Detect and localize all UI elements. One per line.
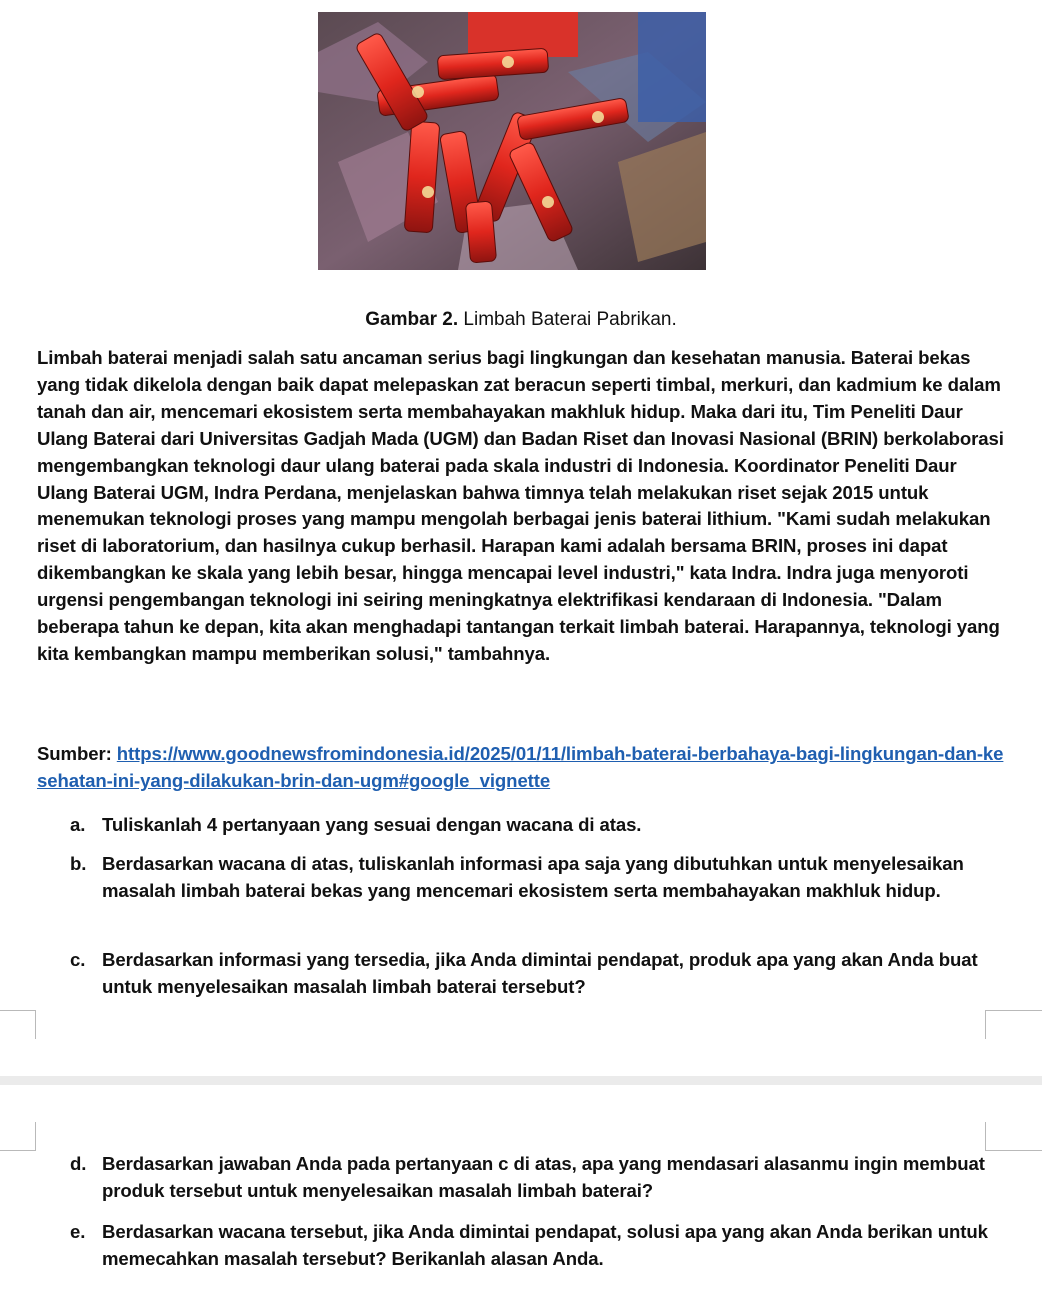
question-letter: d. <box>70 1153 87 1174</box>
question-d <box>70 1150 990 1204</box>
page-corner-marker <box>0 1010 36 1039</box>
question-text: Berdasarkan informasi yang tersedia, jika Anda dimintai pendapat, produk apa yang akan Anda buat untuk menyelesaikan masalah limbah baterai tersebut? <box>102 949 978 997</box>
page-corner-marker <box>0 1122 36 1151</box>
question-b <box>70 850 990 904</box>
caption-text: Limbah Baterai Pabrikan. <box>458 309 677 330</box>
question-c <box>70 946 990 1000</box>
article-paragraph: Limbah baterai menjadi salah satu ancaman serius bagi lingkungan dan kesehatan manusia. Baterai bekas yang tidak dikelola dengan baik dapat melepaskan zat beracun seperti timbal, merkuri, dan kadmium ke dalam tanah dan air, mencemari ekosistem serta membahayakan makhluk hidup. Maka dari itu, Tim Peneliti Daur Ulang Baterai dari Universitas Gadjah Mada (UGM) dan Badan Riset dan Inovasi Nasional (BRIN) berkolaborasi mengembangkan teknologi daur ulang baterai pada skala industri di Indonesia. Koordinator Peneliti Daur Ulang Baterai UGM, Indra Perdana, menjelaskan bahwa timnya telah melakukan riset sejak 2015 untuk menemukan teknologi proses yang mampu mengolah berbagai jenis baterai lithium. "Kami sudah melakukan riset di laboratorium, dan hasilnya cukup berhasil. Harapan kami adalah bersama BRIN, proses ini dapat dikembangkan ke skala yang lebih besar, hingga mencapai level industri," kata Indra. Indra juga menyoroti urgensi pengembangan teknologi ini seiring meningkatnya elektrifikasi kendaraan di Indonesia. "Dalam beberapa tahun ke depan, kita akan menghadapi tantangan terkait limbah baterai. Harapannya, teknologi yang kita kembangkan mampu memberikan solusi," tambahnya. <box>37 347 1004 664</box>
question-letter: a. <box>70 814 86 835</box>
question-letter: c. <box>70 949 86 970</box>
battery-waste-photo <box>318 12 706 270</box>
page-break <box>0 1076 1042 1085</box>
question-letter: b. <box>70 853 87 874</box>
question-text: Tuliskanlah 4 pertanyaan yang sesuai dengan wacana di atas. <box>102 814 642 835</box>
source-label: Sumber: <box>37 743 117 764</box>
question-e <box>70 1218 990 1272</box>
question-text: Berdasarkan jawaban Anda pada pertanyaan c di atas, apa yang mendasari alasanmu ingin membuat produk tersebut untuk menyelesaikan masalah limbah baterai? <box>102 1153 985 1201</box>
caption-label: Gambar 2. <box>365 309 459 330</box>
question-a <box>70 811 990 838</box>
page-corner-marker <box>985 1010 1042 1039</box>
source-link[interactable]: https://www.goodnewsfromindonesia.id/2025/01/11/limbah-baterai-berbahaya-bagi-lingkungan-dan-kesehatan-ini-yang-dilakukan-brin-dan-ugm#google_vignette <box>37 743 1004 791</box>
question-text: Berdasarkan wacana di atas, tuliskanlah informasi apa saja yang dibutuhkan untuk menyelesaikan masalah limbah baterai bekas yang mencemari ekosistem serta membahayakan makhluk hidup. <box>102 853 964 901</box>
question-text: Berdasarkan wacana tersebut, jika Anda dimintai pendapat, solusi apa yang akan Anda berikan untuk memecahkan masalah tersebut? Berikanlah alasan Anda. <box>102 1221 988 1269</box>
source-line <box>37 740 1007 794</box>
figure-caption <box>0 307 1042 333</box>
battery-waste-illustration <box>318 12 706 270</box>
page-corner-marker <box>985 1122 1042 1151</box>
question-letter: e. <box>70 1221 86 1242</box>
